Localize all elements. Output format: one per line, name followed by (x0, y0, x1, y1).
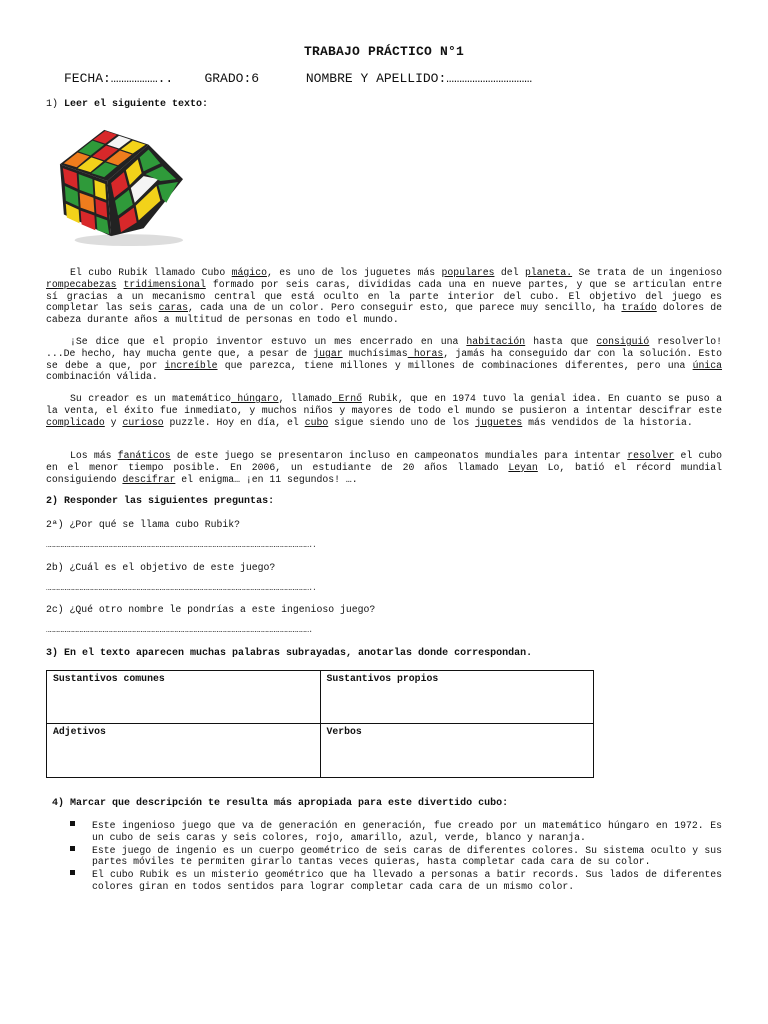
question-1-label: Leer el siguiente texto: (64, 99, 209, 110)
question-2c: 2c) ¿Qué otro nombre le pondrías a este ingenioso juego? (46, 604, 376, 615)
option-3[interactable]: El cubo Rubik es un misterio geométrico que ha llevado a personas a batir records. Sus lados de diferentes colores giran en todos sentidos para lograr completar cada cara de un mismo color. (70, 869, 722, 893)
rubiks-cube-image (50, 120, 188, 248)
question-2-label: Responder las siguientes preguntas: (64, 496, 275, 507)
cell-proper-nouns[interactable]: Sustantivos propios (320, 671, 594, 724)
answer-line-2a[interactable]: ……………………………………………………………………………………………………………………………………………………………………………………….. (46, 541, 316, 550)
text-paragraph-4: Los más fanáticos de este juego se presentaron incluso en campeonatos mundiales para intentar resolver el cubo en el menor tiempo posible. En 2006, un estudiante de 20 años llamado Leyan Lo, batió el récord mundial consiguiendo descifrar el enigma… ¡en 11 segundos! …. (46, 450, 722, 485)
cube-shadow (75, 234, 183, 246)
question-2-number: 2) (46, 496, 59, 507)
text-paragraph-3: Su creador es un matemático húngaro, llamado Ernő Rubik, que en 1974 tuvo la genial idea. En cuanto se puso a la venta, el éxito fue inmediato, y muchos niños y mayores de todo el mundo se pusieron a intentar descifrar este complicado y curioso puzzle. Hoy en día, el cubo sigue siendo uno de los juguetes más vendidos de la historia. (46, 393, 722, 428)
question-1-number: 1) (46, 99, 59, 110)
grade-field: GRADO:6 (204, 71, 260, 86)
text-paragraph-2: ¡Se dice que el propio inventor estuvo un mes encerrado en una habitación hasta que consiguió resolverlo! ...De hecho, hay mucha gente que, a pesar de jugar muchísimas horas, jamás ha conseguido dar con la solución. Esto se debe a que, por increíble que parezca, tiene millones y millones de combinaciones diferentes, pero una única combinación válida. (46, 336, 723, 383)
question-2a: 2ª) ¿Por qué se llama cubo Rubik? (46, 519, 241, 530)
cell-common-nouns[interactable]: Sustantivos comunes (47, 671, 321, 724)
name-field[interactable]: NOMBRE Y APELLIDO:…………………………… (305, 71, 533, 86)
question-4-options (70, 820, 722, 893)
text-paragraph-1: El cubo Rubik llamado Cubo mágico, es uno de los juguetes más populares del planeta. Se trata de un ingenioso rompecabezas tridimensional formado por seis caras, divididas cada una en nueve partes, y que se articulan entre sí gracias a un mecanismo central que está oculto en la parte interior del cubo. El objetivo del juego es completar las seis caras, cada una de un color. Pero conseguir esto, que parece muy sencillo, ha traído dolores de cabeza durante años a multitud de personas en todo el mundo. (46, 267, 723, 326)
question-4-label: 4) Marcar que descripción te resulta más apropiada para este divertido cubo: (52, 798, 509, 809)
question-2 (46, 496, 274, 507)
word-classification-table (46, 670, 594, 778)
option-1[interactable]: Este ingenioso juego que va de generación en generación, fue creado por un matemático húngaro en 1972. Es un cubo de seis caras y seis colores, rojo, amarillo, azul, verde, blanco y naranja. (70, 820, 722, 844)
bullet-icon (70, 846, 75, 851)
question-2b: 2b) ¿Cuál es el objetivo de este juego? (46, 562, 276, 573)
answer-line-2b[interactable]: ……………………………………………………………………………………………………………………………………………………………………………………….. (46, 584, 316, 593)
question-1 (46, 99, 208, 110)
answer-line-2c[interactable]: ………………………………………………………………………………………………………………………………………………………………………………………. (46, 626, 313, 635)
question-3-label: 3) En el texto aparecen muchas palabras subrayadas, anotarlas donde correspondan. (46, 648, 533, 659)
page-title: TRABAJO PRÁCTICO N°1 (303, 44, 465, 59)
cell-adjectives[interactable]: Adjetivos (47, 724, 321, 778)
bullet-icon (70, 821, 75, 826)
option-2[interactable]: Este juego de ingenio es un cuerpo geométrico de seis caras de diferentes colores. Su sistema oculto y sus partes móviles te permiten girarlo tantas veces quieras, hasta completar cada cara de su color. (70, 845, 722, 869)
cell-verbs[interactable]: Verbos (320, 724, 594, 778)
header-fields (64, 71, 532, 86)
date-field[interactable]: FECHA:……………….. (64, 71, 174, 86)
bullet-icon (70, 870, 75, 875)
